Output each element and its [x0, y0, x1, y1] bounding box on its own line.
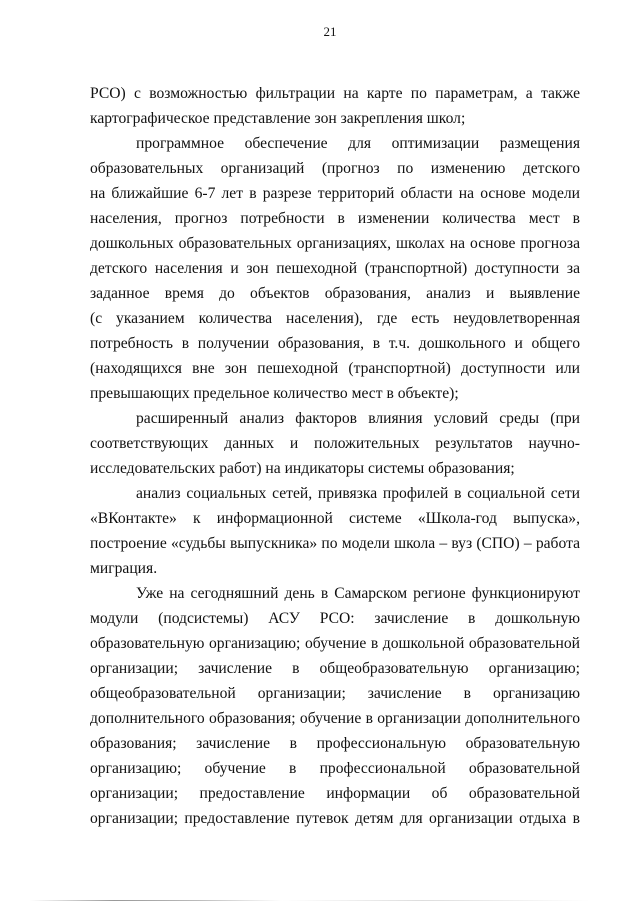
text-line: организацию; обучение в профессиональной образовательной — [90, 760, 580, 777]
scan-edge-artifact — [30, 900, 590, 901]
text-line: образовательных организаций (прогноз по изменению детского — [90, 160, 580, 177]
text-line: детского населения и зон пешеходной (транспортной) доступности за — [90, 260, 580, 277]
text-line: программное обеспечение для оптимизации размещения — [136, 135, 580, 152]
text-line: исследовательских работ) на индикаторы системы образования; — [90, 460, 515, 477]
text-line: (находящихся вне зон пешеходной (транспортной) доступности или — [90, 360, 580, 377]
text-line: заданное время до объектов образования, анализ и выявление — [90, 285, 580, 302]
page-number: 21 — [323, 24, 337, 39]
text-line: миграция. — [90, 560, 158, 577]
text-line: потребность в получении образования, в т.ч. дошкольного и общего — [90, 335, 580, 352]
text-line: организации; предоставление путевок детям для организации отдыха в — [90, 810, 580, 827]
text-line: модули (подсистемы) АСУ РСО: зачисление в дошкольную — [90, 610, 580, 627]
text-line: образовательную организацию; обучение в дошкольной образовательной — [90, 635, 580, 652]
text-line: превышающих предельное количество мест в объекте); — [90, 385, 459, 402]
text-line: анализ социальных сетей, привязка профилей в социальной сети — [136, 485, 580, 502]
text-line: «ВКонтакте» к информационной системе «Школа-год выпуска», — [90, 510, 580, 527]
text-line: населения, прогноз потребности в изменении количества мест в — [90, 210, 580, 227]
text-line: РСО) с возможностью фильтрации на карте по параметрам, а также — [90, 85, 580, 102]
text-line: образования; зачисление в профессиональную образовательную — [90, 735, 580, 752]
text-line: организации; предоставление информации об образовательной — [90, 785, 580, 802]
text-line: общеобразовательной организации; зачисление в организацию — [90, 685, 580, 702]
text-line: расширенный анализ факторов влияния условий среды (при — [136, 410, 580, 427]
text-line: организации; зачисление в общеобразовательную организацию; — [90, 660, 580, 677]
text-line: (с указанием количества населения), где есть неудовлетворенная — [90, 310, 580, 327]
text-line: дошкольных образовательных организациях, школах на основе прогноза — [90, 235, 580, 252]
text-line: картографическое представление зон закрепления школ; — [90, 110, 466, 127]
text-line: Уже на сегодняшний день в Самарском регионе функционируют — [136, 585, 580, 602]
document-body — [90, 81, 580, 831]
text-line: на ближайшие 6-7 лет в разрезе территорий области на основе модели — [90, 185, 580, 202]
text-line: соответствующих данных и положительных результатов научно- — [90, 435, 580, 452]
text-line: дополнительного образования; обучение в организации дополнительного — [90, 710, 580, 727]
text-line: построение «судьбы выпускника» по модели школа – вуз (СПО) – работа — [90, 535, 580, 552]
